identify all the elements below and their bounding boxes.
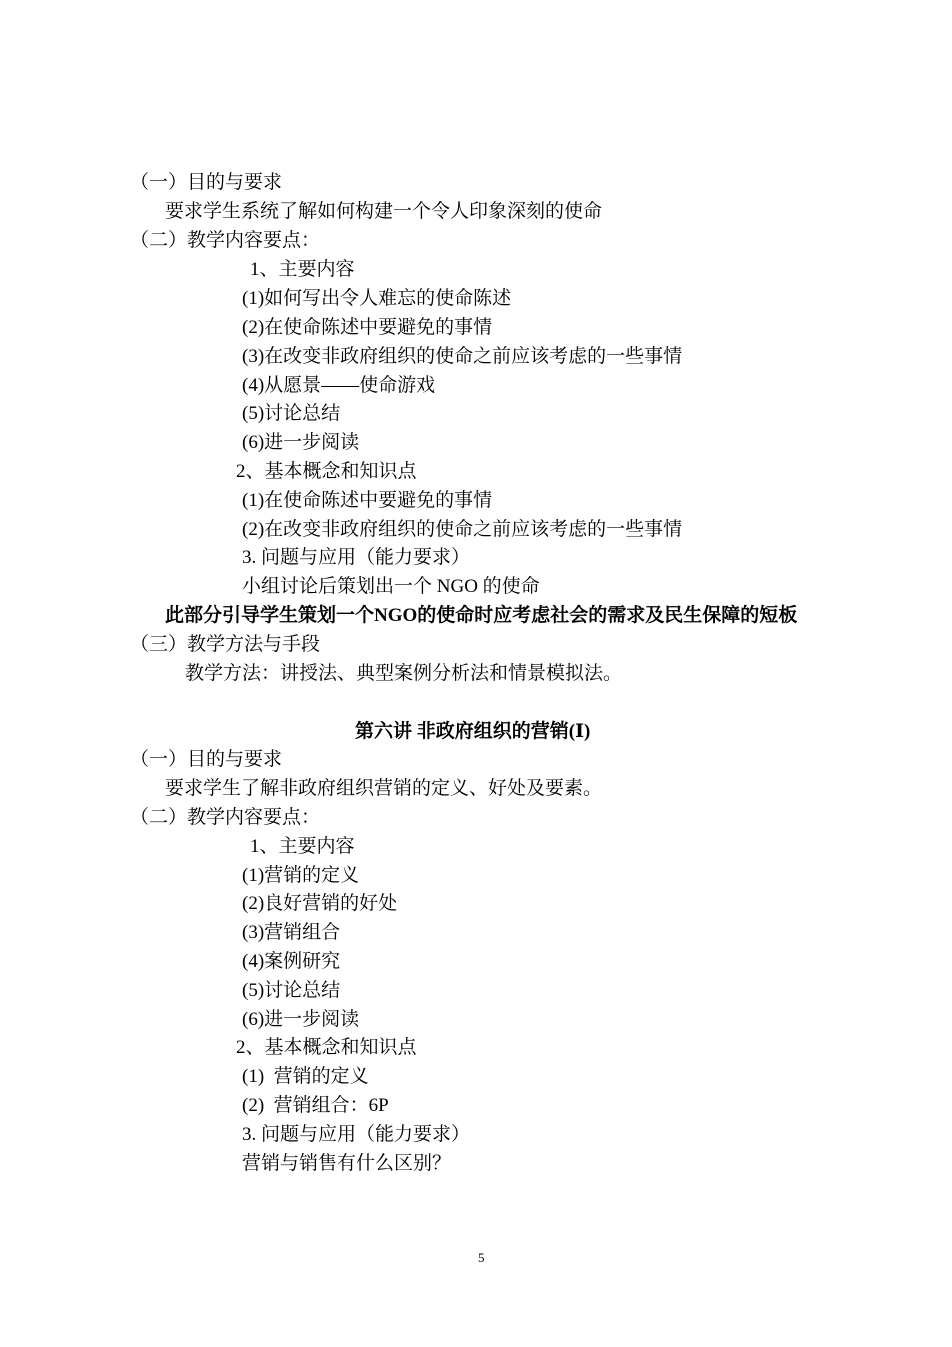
page-number: 5 <box>478 1250 485 1265</box>
main-content-item: (5)讨论总结 <box>242 980 341 1001</box>
main-content-item: (1)营销的定义 <box>242 865 360 886</box>
content-heading: （二）教学内容要点： <box>130 807 321 828</box>
methods-heading: （三）教学方法与手段 <box>130 634 321 655</box>
main-content-item: (3)营销组合 <box>242 922 341 943</box>
main-content-item: (6)进一步阅读 <box>242 432 360 453</box>
objective-text: 要求学生了解非政府组织营销的定义、好处及要素。 <box>165 778 603 799</box>
concepts-item: (2) 营销组合：6P <box>242 1095 389 1116</box>
main-content-heading: 1、主要内容 <box>250 836 355 857</box>
concepts-heading: 2、基本概念和知识点 <box>236 461 417 482</box>
main-content-item: (3)在改变非政府组织的使命之前应该考虑的一些事情 <box>242 346 683 367</box>
concepts-item: (1)在使命陈述中要避免的事情 <box>242 490 493 511</box>
objective-text: 要求学生系统了解如何构建一个令人印象深刻的使命 <box>165 201 603 222</box>
application-heading: 3. 问题与应用（能力要求） <box>242 1124 471 1145</box>
application-heading: 3. 问题与应用（能力要求） <box>242 547 471 568</box>
main-content-item: (2)良好营销的好处 <box>242 893 398 914</box>
application-text: 小组讨论后策划出一个 NGO 的使命 <box>242 576 540 597</box>
content-heading: （二）教学内容要点： <box>130 230 321 251</box>
main-content-item: (4)案例研究 <box>242 951 341 972</box>
main-content-item: (4)从愿景——使命游戏 <box>242 375 436 396</box>
main-content-item: (2)在使命陈述中要避免的事情 <box>242 317 493 338</box>
methods-text: 教学方法：讲授法、典型案例分析法和情景模拟法。 <box>185 663 623 684</box>
concepts-heading: 2、基本概念和知识点 <box>236 1037 417 1058</box>
lecture-title: 第六讲 非政府组织的营销(Ⅰ) <box>355 721 591 742</box>
guidance-note: 此部分引导学生策划一个NGO的使命时应考虑社会的需求及民生保障的短板 <box>165 605 798 626</box>
application-text: 营销与销售有什么区别？ <box>242 1153 452 1174</box>
objective-heading: （一）目的与要求 <box>130 172 283 193</box>
concepts-item: (1) 营销的定义 <box>242 1066 369 1087</box>
main-content-item: (1)如何写出令人难忘的使命陈述 <box>242 288 512 309</box>
main-content-item: (5)讨论总结 <box>242 403 341 424</box>
objective-heading: （一）目的与要求 <box>130 749 283 770</box>
concepts-item: (2)在改变非政府组织的使命之前应该考虑的一些事情 <box>242 519 683 540</box>
main-content-heading: 1、主要内容 <box>250 259 355 280</box>
main-content-item: (6)进一步阅读 <box>242 1009 360 1030</box>
